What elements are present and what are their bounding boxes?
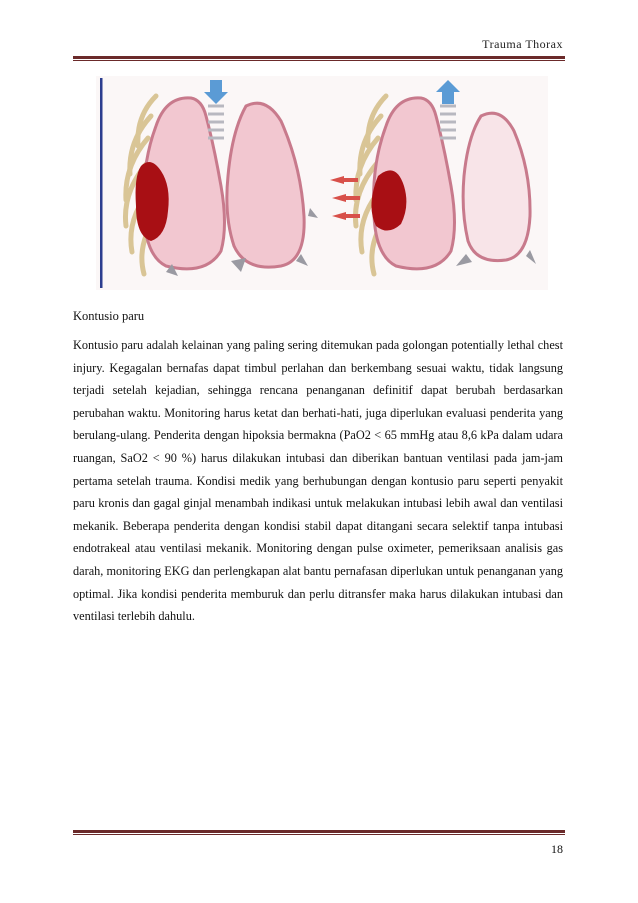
airflow-arrow-icon	[436, 80, 460, 104]
lung-right-icon	[227, 103, 304, 267]
panel-inspiration	[125, 80, 318, 276]
panel-expiration	[330, 80, 536, 274]
footer-rule	[73, 830, 565, 835]
lung-contusion-illustration	[96, 76, 548, 290]
running-header-title: Trauma Thorax	[482, 37, 563, 51]
figure-left-border	[100, 78, 103, 288]
body-paragraph: Kontusio paru adalah kelainan yang paling sering ditemukan pada golongan potentially lethal chest injury. Kegagalan bernafas dapat timbul perlahan dan berkembang sesuai waktu, tidak langsung terjadi setelah kejadian, sehingga rencana penanganan definitif dapat berubah berdasarkan perubahan waktu. Monitoring harus ketat dan berhati-hati, juga diperlukan evaluasi penderita yang berulang-ulang. Penderita dengan hipoksia bermakna (PaO2 < 65 mmHg atau 8,6 kPa dalam udara ruangan, SaO2 < 90 %) harus dilakukan intubasi dan diberikan bantuan ventilasi pada jam-jam pertama setelah trauma. Kondisi medik yang berhubungan dengan kontusio paru seperti penyakit paru kronis dan gagal ginjal menambah indikasi untuk melakukan intubasi lebih awal dan ventilasi mekanik. Beberapa penderita dengan kondisi stabil dapat ditangani secara selektif tanpa intubasi endotrakeal atau ventilasi mekanik. Monitoring dengan pulse oximeter, pemeriksaan analisis gas darah, monitoring EKG dan perlengkapan alat bantu pernafasan diperlukan untuk penanganan yang optimal. Jika kondisi penderita memburuk dan perlu ditransfer maka harus dilakukan intubasi dan ventilasi terlebih dahulu.	[73, 338, 563, 624]
lung-right-icon	[463, 113, 530, 260]
airflow-arrow-icon	[204, 80, 228, 104]
section-heading: Kontusio paru	[73, 309, 145, 323]
lung-contusion-figure	[96, 76, 548, 290]
header-rule	[73, 56, 565, 61]
trachea-icon	[440, 106, 456, 138]
page-number: 18	[551, 842, 563, 856]
